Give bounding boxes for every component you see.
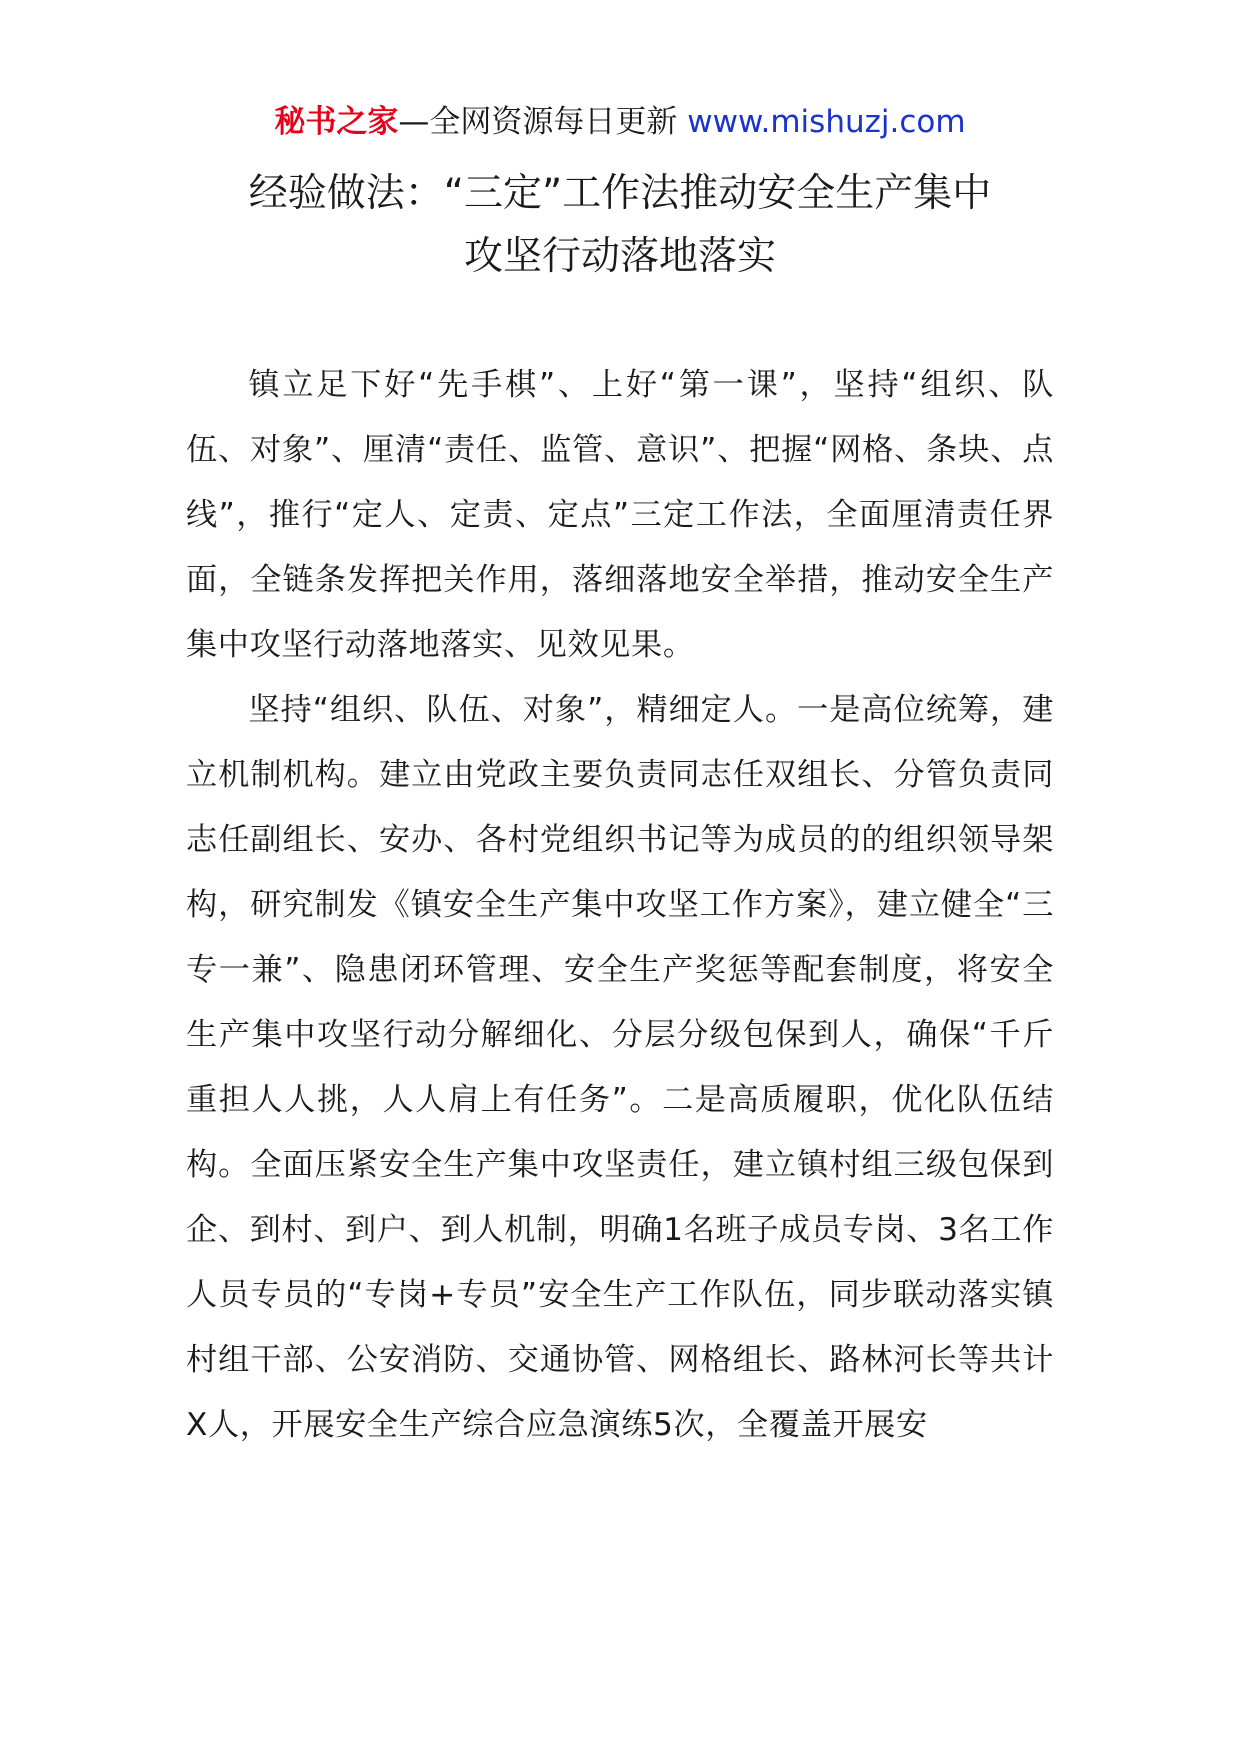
source-banner (0, 102, 1240, 142)
brand-name: 秘书之家 (274, 104, 399, 140)
paragraph-intro: 镇立足下好“先手棋”、上好“第一课”，坚持“组织、队伍、对象”、厘清“责任、监管、意识”、把握“网格、条块、点线”，推行“定人、定责、定点”三定工作法，全面厘清责任界面，全链条发挥把关作用，落细落地安全举措，推动安全生产集中攻坚行动落地落实、见效见果。 (186, 367, 1054, 663)
website-link[interactable]: www.mishuzj.com (687, 104, 966, 140)
title-line-1: 经验做法：“三定”工作法推动安全生产集中 (248, 171, 992, 216)
document-title (180, 162, 1060, 288)
title-line-2: 攻坚行动落地落实 (463, 234, 776, 279)
paragraph-section-1: 坚持“组织、队伍、对象”，精细定人。一是高位统筹，建立机制机构。建立由党政主要负责同志任双组长、分管负责同志任副组长、安办、各村党组织书记等为成员的的组织领导架构，研究制发《镇安全生产集中攻坚工作方案》，建立健全“三专一兼”、隐患闭环管理、安全生产奖惩等配套制度，将安全生产集中攻坚行动分解细化、分层分级包保到人，确保“千斤重担人人挑，人人肩上有任务”。二是高质履职，优化队伍结构。全面压紧安全生产集中攻坚责任，建立镇村组三级包保到企、到村、到户、到人机制，明确1名班子成员专岗、3名工作人员专员的“专岗+专员”安全生产工作队伍，同步联动落实镇村组干部、公安消防、交通协管、网格组长、路林河长等共计X人，开展安全生产综合应急演练5次，全覆盖开展安 (186, 692, 1054, 1443)
banner-slogan: —全网资源每日更新 (398, 104, 688, 140)
document-body (186, 353, 1054, 1458)
